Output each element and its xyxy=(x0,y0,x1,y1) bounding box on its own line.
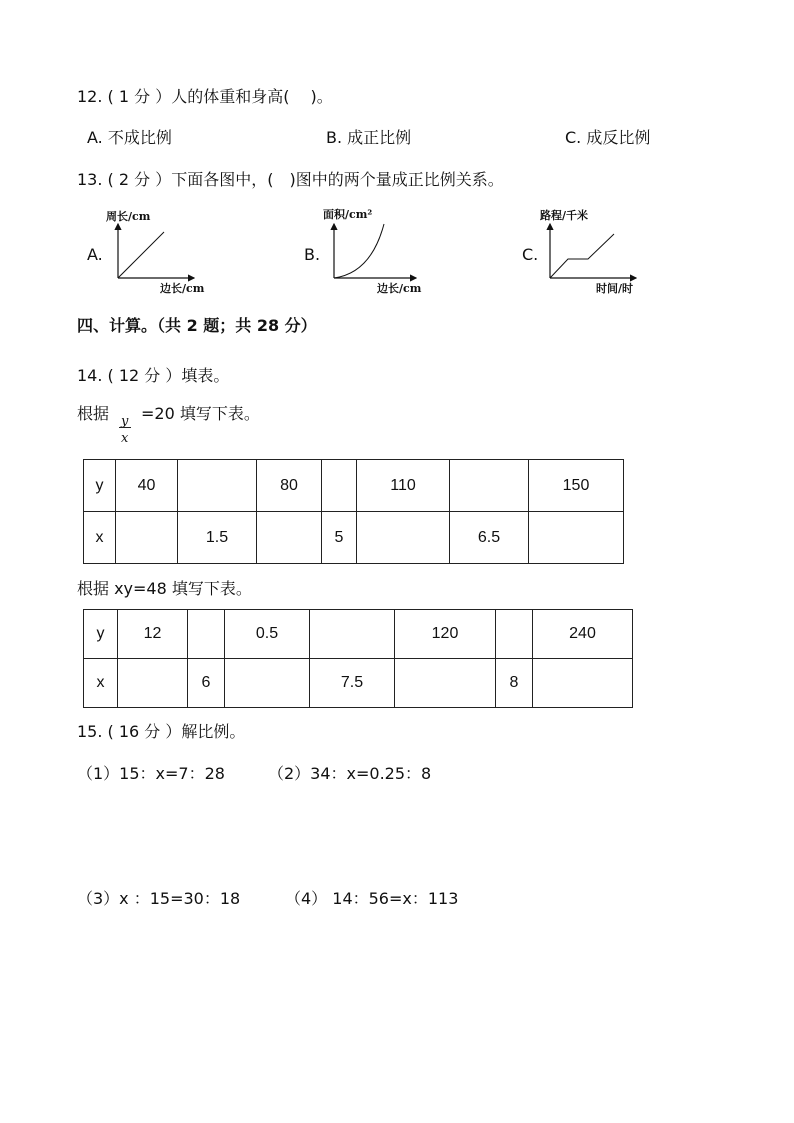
q14-part1-suffix: =20 填写下表。 xyxy=(141,404,260,423)
graph-c-letter: C. xyxy=(522,245,539,264)
table-y-over-x xyxy=(83,459,624,564)
question-15-title: 15. ( 16 分 ）解比例。 xyxy=(77,722,246,741)
cell: 8 xyxy=(496,659,533,708)
cell[interactable] xyxy=(116,512,178,564)
cell: 6 xyxy=(188,659,225,708)
proportion-item-4: （4） 14：56=x：113 xyxy=(285,889,459,908)
cell: 7.5 xyxy=(310,659,395,708)
section-4-title: 四、计算。（共 2 题；共 28 分） xyxy=(77,316,317,335)
cell[interactable] xyxy=(118,659,188,708)
cell[interactable] xyxy=(357,512,450,564)
row-label-x: x xyxy=(84,512,116,564)
q12-option-a: A. 不成比例 xyxy=(87,128,172,147)
row-label-x: x xyxy=(84,659,118,708)
table-row-x xyxy=(84,512,624,564)
cell[interactable] xyxy=(450,460,529,512)
proportion-item-3: （3）x ：15=30：18 xyxy=(77,889,241,908)
table-xy-product xyxy=(83,609,633,708)
cell: 240 xyxy=(533,610,633,659)
graph-a-letter: A. xyxy=(87,245,103,264)
graph-b-xlabel: 边长/cm xyxy=(377,282,422,295)
proportion-item-1: （1）15：x=7：28 xyxy=(77,764,225,783)
graph-b-ylabel: 面积/cm² xyxy=(323,208,373,221)
cell[interactable] xyxy=(395,659,496,708)
graph-a-ylabel: 周长/cm xyxy=(106,210,151,223)
cell: 150 xyxy=(529,460,624,512)
cell: 80 xyxy=(257,460,322,512)
curve-line xyxy=(334,224,384,278)
graph-c-ylabel: 路程/千米 xyxy=(540,209,589,222)
q12-option-c: C. 成反比例 xyxy=(565,128,651,147)
cell[interactable] xyxy=(496,610,533,659)
cell[interactable] xyxy=(257,512,322,564)
row-label-y: y xyxy=(84,610,118,659)
cell[interactable] xyxy=(225,659,310,708)
graph-c-plot xyxy=(542,218,642,282)
graph-a-plot xyxy=(110,218,200,282)
linear-line xyxy=(118,232,164,278)
cell: 5 xyxy=(322,512,357,564)
cell[interactable] xyxy=(529,512,624,564)
q12-option-b: B. 成正比例 xyxy=(326,128,412,147)
graph-c-xlabel: 时间/时 xyxy=(596,282,634,295)
cell: 40 xyxy=(116,460,178,512)
cell: 0.5 xyxy=(225,610,310,659)
cell[interactable] xyxy=(188,610,225,659)
table-row-y xyxy=(84,460,624,512)
proportion-item-2: （2）34：x=0.25：8 xyxy=(268,764,432,783)
fraction-denominator: x xyxy=(121,431,129,446)
cell[interactable] xyxy=(310,610,395,659)
cell: 1.5 xyxy=(178,512,257,564)
cell[interactable] xyxy=(533,659,633,708)
graph-b-letter: B. xyxy=(304,245,321,264)
question-13-title: 13. ( 2 分 ）下面各图中，( )图中的两个量成正比例关系。 xyxy=(77,170,504,189)
cell[interactable] xyxy=(322,460,357,512)
graph-b-plot xyxy=(326,218,422,282)
table-row-x xyxy=(84,659,633,708)
question-14-title: 14. ( 12 分 ）填表。 xyxy=(77,366,230,385)
piecewise-line xyxy=(550,234,614,278)
fraction-bar xyxy=(119,427,131,428)
q14-part2-text: 根据 xy=48 填写下表。 xyxy=(77,579,252,598)
fraction-numerator: y xyxy=(121,414,129,429)
table-row-y xyxy=(84,610,633,659)
cell[interactable] xyxy=(178,460,257,512)
cell: 120 xyxy=(395,610,496,659)
cell: 6.5 xyxy=(450,512,529,564)
question-12-title: 12. ( 1 分 ）人的体重和身高( )。 xyxy=(77,87,333,106)
cell: 12 xyxy=(118,610,188,659)
q14-part1-prefix: 根据 xyxy=(77,404,110,423)
row-label-y: y xyxy=(84,460,116,512)
cell: 110 xyxy=(357,460,450,512)
graph-a-xlabel: 边长/cm xyxy=(160,282,205,295)
